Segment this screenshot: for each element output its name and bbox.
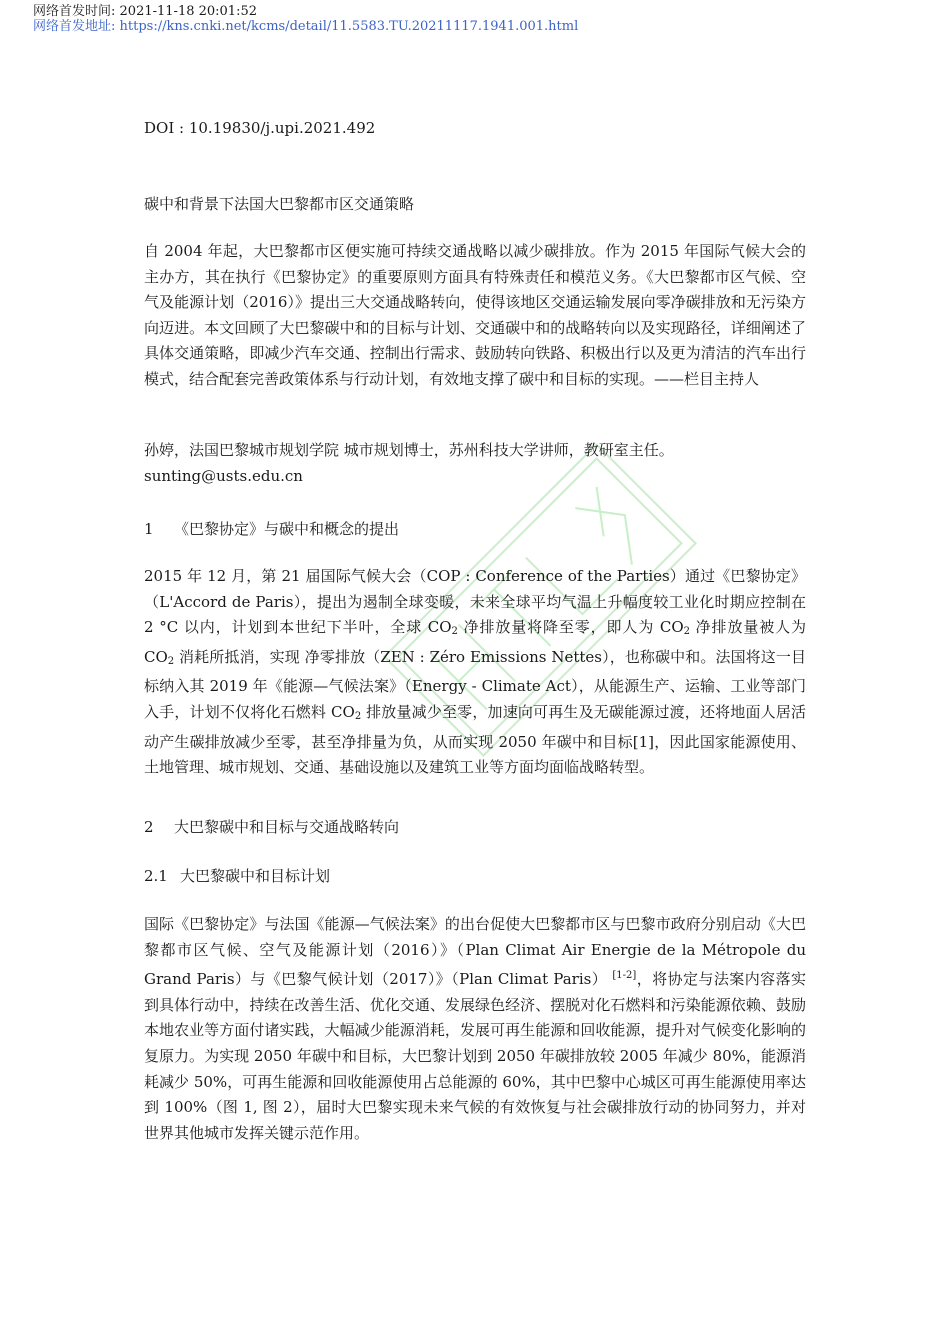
publish-url-line[interactable] [33, 19, 578, 34]
section-2-1-title: 大巴黎碳中和目标计划 [180, 867, 331, 885]
section-2-number: 2 [144, 818, 154, 836]
article-title: 碳中和背景下法国大巴黎都市区交通策略 [144, 195, 415, 213]
co2-subscript: 2 [167, 655, 175, 667]
section-2-title: 大巴黎碳中和目标与交通战略转向 [174, 818, 400, 836]
citation-ref: [1-2] [612, 970, 637, 982]
publish-url-link[interactable]: https://kns.cnki.net/kcms/detail/11.5583.TU.20211117.1941.001.html [119, 19, 579, 34]
s1-text-a: 2015 年 12 月，第 21 届国际气候大会（COP : Conference of the Parties）通过《巴黎协定》（L'Accord de Paris），提出为遏制全球变暖，未来全球平均气温上升幅度较工业化时期应控制在 2 °C 以内，计划到本世纪下半叶，全球 CO [144, 567, 806, 637]
s1-text-c: 净排放量被人为 CO [144, 618, 806, 666]
publish-time-label: 网络首发时间: [33, 4, 116, 19]
s21-text-b: ，将协定与法案内容落实到具体行动中，持续在改善生活、优化交通、发展绿色经济、摆脱对化石燃料和污染能源依赖、鼓励本地农业等方面付诸实践，大幅减少能源消耗，发展可再生能源和回收能源，提升对气候变化影响的复原力。为实现 2050 年碳中和目标，大巴黎计划到 2050 年碳排放较 2005 年减少 80%，能源消耗减少 50%，可再生能源和回收能源使用占总能源的 60%，其中巴黎中心城区可再生能源使用率达到 100%（图 1, 图 2），届时大巴黎实现未来气候的有效恢复与社会碳排放行动的协同努力，并对世界其他城市发挥关键示范作用。 [144, 970, 806, 1142]
section-2-heading [144, 816, 399, 837]
publish-time-value: 2021-11-18 20:01:52 [119, 4, 258, 19]
publish-time-line [33, 4, 578, 19]
s1-text-e: 排放量减少至零，加速向可再生及无碳能源过渡，还将地面人居活动产生碳排放减少至零，甚至净排量为负，从而实现 2050 年碳中和目标[1]，因此国家能源使用、土地管理、城市规划、交通、基础设施以及建筑工业等方面均面临战略转型。 [144, 702, 806, 777]
section-1-heading [144, 518, 399, 539]
cnki-header [33, 4, 578, 34]
section-1-title: 《巴黎协定》与碳中和概念的提出 [174, 520, 400, 538]
section-2-1-paragraph [144, 912, 806, 1146]
section-2-1-number: 2.1 [144, 867, 168, 885]
doi: DOI : 10.19830/j.upi.2021.492 [144, 119, 376, 137]
s1-text-b: 净排放量将降至零，即人为 CO [457, 618, 684, 637]
section-1-paragraph [144, 564, 806, 781]
abstract-paragraph: 自 2004 年起，大巴黎都市区便实施可持续交通战略以减少碳排放。作为 2015 年国际气候大会的主办方，其在执行《巴黎协定》的重要原则方面具有特殊责任和模范义务。《大巴黎都市区气候、空气及能源计划（2016）》提出三大交通战略转向，使得该地区交通运输发展向零净碳排放和无污染方向迈进。本文回顾了大巴黎碳中和的目标与计划、交通碳中和的战略转向以及实现路径，详细阐述了具体交通策略，即减少汽车交通、控制出行需求、鼓励转向铁路、积极出行以及更为清洁的汽车出行模式，结合配套完善政策体系与行动计划，有效地支撑了碳中和目标的实现。——栏目主持人 [144, 242, 806, 388]
co2-subscript: 2 [451, 626, 458, 638]
author-bio [144, 438, 806, 489]
co2-subscript: 2 [683, 626, 691, 638]
section-1-number: 1 [144, 520, 154, 538]
author-email[interactable]: sunting@usts.edu.cn [144, 466, 303, 485]
s21-text-a: 国际《巴黎协定》与法国《能源—气候法案》的出台促使大巴黎都市区与巴黎市政府分别启动《大巴黎都市区气候、空气及能源计划（2016）》（Plan Climat Air Energie de la Métropole du Grand Paris）与《巴黎气候计划（2017）》（Plan Climat Paris） [144, 915, 806, 989]
author-bio-text: 孙婷，法国巴黎城市规划学院 城市规划博士，苏州科技大学讲师，教研室主任。 [144, 441, 674, 459]
section-2-1-heading [144, 865, 330, 886]
co2-subscript: 2 [354, 710, 362, 722]
publish-url-label: 网络首发地址: [33, 19, 116, 34]
s1-text-d: 消耗所抵消，实现 净零排放（ZEN : Zéro Emissions Nettes），也称碳中和。法国将这一目标纳入其 2019 年《能源—气候法案》（Energy - Climate Act），从能源生产、运输、工业等部门入手，计划不仅将化石燃料 CO [144, 647, 806, 721]
